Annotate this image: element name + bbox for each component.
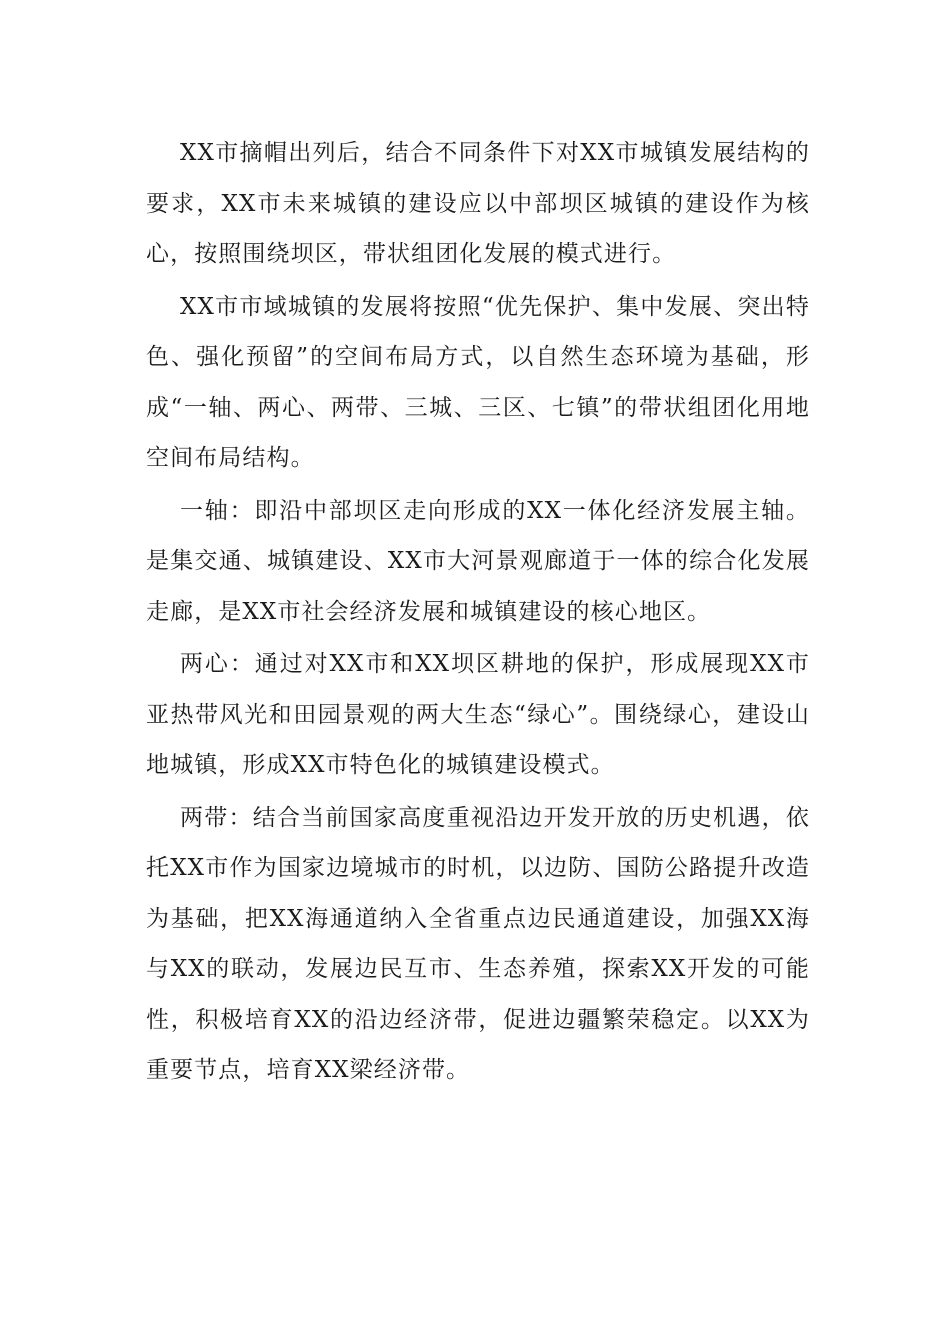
document-body: [146, 128, 810, 1098]
paragraph-layout-structure: XX市市域城镇的发展将按照“优先保护、集中发展、突出特色、强化预留”的空间布局方式，以自然生态环境为基础，形成“一轴、两心、两带、三城、三区、七镇”的带状组团化用地空间布局结构。: [146, 293, 810, 471]
paragraph-two-belts: 两带：结合当前国家高度重视沿边开发开放的历史机遇，依托XX市作为国家边境城市的时机，以边防、国防公路提升改造为基础，把XX海通道纳入全省重点边民通道建设，加强XX海与XX的联动，发展边民互市、生态养殖，探索XX开发的可能性，积极培育XX的沿边经济带，促进边疆繁荣稳定。以XX为重要节点，培育XX梁经济带。: [146, 804, 810, 1083]
paragraph-two-centers: 两心：通过对XX市和XX坝区耕地的保护，形成展现XX市亚热带风光和田园景观的两大生态“绿心”。围绕绿心，建设山地城镇，形成XX市特色化的城镇建设模式。: [146, 651, 810, 778]
paragraph-one-axis: 一轴：即沿中部坝区走向形成的XX一体化经济发展主轴。是集交通、城镇建设、XX市大河景观廊道于一体的综合化发展走廊，是XX市社会经济发展和城镇建设的核心地区。: [146, 497, 810, 625]
paragraph-intro: XX市摘帽出列后，结合不同条件下对XX市城镇发展结构的要求，XX市未来城镇的建设应以中部坝区城镇的建设作为核心，按照围绕坝区，带状组团化发展的模式进行。: [146, 140, 810, 267]
